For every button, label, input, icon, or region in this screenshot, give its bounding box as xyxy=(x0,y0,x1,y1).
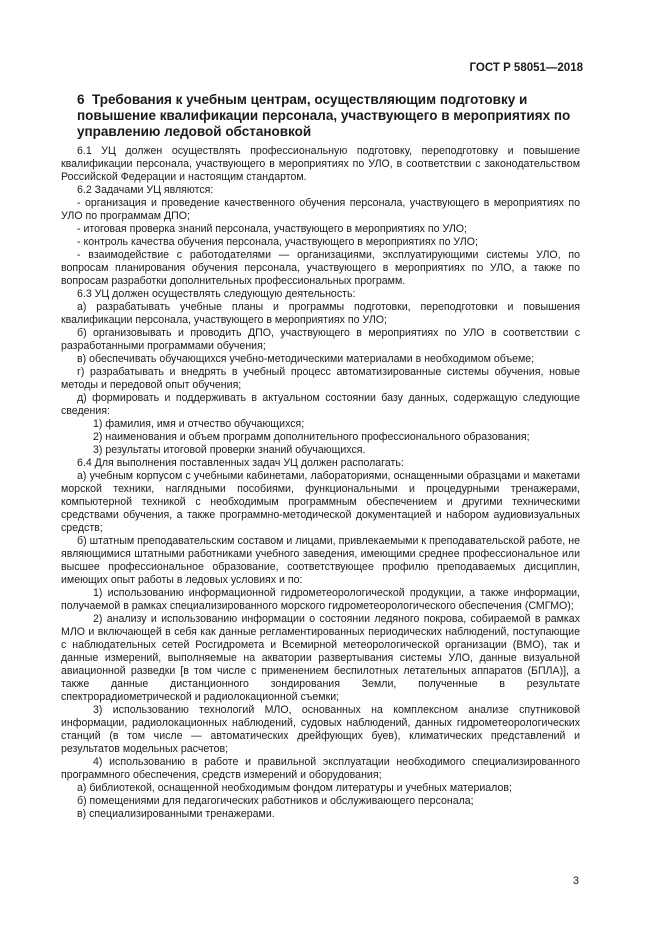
list-item: в) специализированными тренажерами. xyxy=(77,808,275,820)
page-number: 3 xyxy=(572,875,579,887)
list-item: а) разрабатывать учебные планы и программы подготовки, переподготовки и повышения квалификации персонала, участвующего в мероприятиях по УЛО; xyxy=(61,301,580,326)
list-item: д) формировать и поддерживать в актуальном состоянии базу данных, содержащую следующие сведения: xyxy=(61,392,580,417)
paragraph: 6.3 УЦ должен осуществлять следующую деятельность: xyxy=(77,288,356,300)
document-id: ГОСТ Р 58051—2018 xyxy=(469,62,583,74)
sub-list-item: 3) результаты итоговой проверки знаний обучающихся. xyxy=(93,444,366,456)
list-item: - организация и проведение качественного обучения персонала, участвующего в мероприятиях по УЛО по программам ДПО; xyxy=(61,197,580,222)
list-item: г) разрабатывать и внедрять в учебный процесс автоматизированные системы обучения, новые методы и передовой опыт обучения; xyxy=(61,366,580,391)
document-body xyxy=(61,145,580,821)
list-item: б) штатным преподавательским составом и лицами, привлекаемыми к преподавательской работе, не являющимися штатными работниками учебного заведения, имеющими среднее профессиональное или высшее профессиональное образование, соответствующее профилю преподаваемых дисциплин, имеющих опыт работы в ледовых условиях и по: xyxy=(61,535,580,586)
sub-list-item: 3) использованию технологий МЛО, основанных на комплексном анализе спутниковой информации, радиолокационных наблюдений, судовых наблюдений, данных гидрометеорологических станций (в том числе — автоматических дрейфующих буев), климатических представлений и результатов модельных расчетов; xyxy=(61,704,580,755)
list-item: а) библиотекой, оснащенной необходимым фондом литературы и учебных материалов; xyxy=(77,782,512,794)
sub-list-item: 4) использованию в работе и правильной эксплуатации необходимого специализированного программного обеспечения, средств измерений и оборудования; xyxy=(61,756,580,781)
list-item: а) учебным корпусом с учебными кабинетами, лабораториями, оснащенными образцами и макетами морской техники, наглядными пособиями, функциональными и процедурными тренажерами, компьютерной техникой с необходимым программным обеспечением и другими техническими средствами обучения, а также программно-методической документацией и набором аудиовизуальных средств; xyxy=(61,470,580,534)
list-item: - контроль качества обучения персонала, участвующего в мероприятиях по УЛО; xyxy=(77,236,478,248)
sub-list-item: 1) использованию информационной гидрометеорологической продукции, а также информации, получаемой в рамках специализированного морского гидрометеорологического обеспечения (СМГМО); xyxy=(61,587,580,612)
sub-list-item: 1) фамилия, имя и отчество обучающихся; xyxy=(93,418,305,430)
section-number: 6 xyxy=(77,92,85,107)
list-item: б) помещениями для педагогических работников и обслуживающего персонала; xyxy=(77,795,474,807)
paragraph: 6.2 Задачами УЦ являются: xyxy=(77,184,214,196)
sub-list-item: 2) наименования и объем программ дополнительного профессионального образования; xyxy=(93,431,530,443)
list-item: - взаимодействие с работодателями — организациями, эксплуатирующими системы УЛО, по вопросам планирования обучения персонала, участвующего в мероприятиях по УЛО, а также по вопросам разработки дополнительных профессиональных программ. xyxy=(61,249,580,287)
list-item: б) организовывать и проводить ДПО, участвующего в мероприятиях по УЛО в соответствии с разработанными программами обучения; xyxy=(61,327,580,352)
section-title: Требования к учебным центрам, осуществляющим подготовку и повышение квалификации персонала, участвующего в мероприятиях по управлению ледовой обстановкой xyxy=(77,92,571,139)
paragraph: 6.4 Для выполнения поставленных задач УЦ должен располагать: xyxy=(77,457,404,469)
paragraph: 6.1 УЦ должен осуществлять профессиональную подготовку, переподготовку и повышение квалификации персонала, участвующего в мероприятиях по УЛО, в соответствии с законодательством Российской Федерации и настоящим стандартом. xyxy=(61,145,580,183)
sub-list-item: 2) анализу и использованию информации о состоянии ледяного покрова, собираемой в рамках МЛО и включающей в себя как данные регламентированных периодических наблюдений, поступающие с наблюдательных сетей Росгидромета и Всемирной метеорологической организации (ВМО), так и данные измерений, выполняемые на акватории развертывания системы УЛО, данные визуальной авиационной разведки [в том числе с применением беспилотных летательных аппаратов (БПЛА)], а также данные дистанционного зондирования Земли, полученные в результате спектрорадиометрической и радиолокационной съемки; xyxy=(61,613,580,703)
section-heading xyxy=(77,92,577,140)
list-item: - итоговая проверка знаний персонала, участвующего в мероприятиях по УЛО; xyxy=(77,223,467,235)
list-item: в) обеспечивать обучающихся учебно-методическими материалами в необходимом объеме; xyxy=(77,353,535,365)
